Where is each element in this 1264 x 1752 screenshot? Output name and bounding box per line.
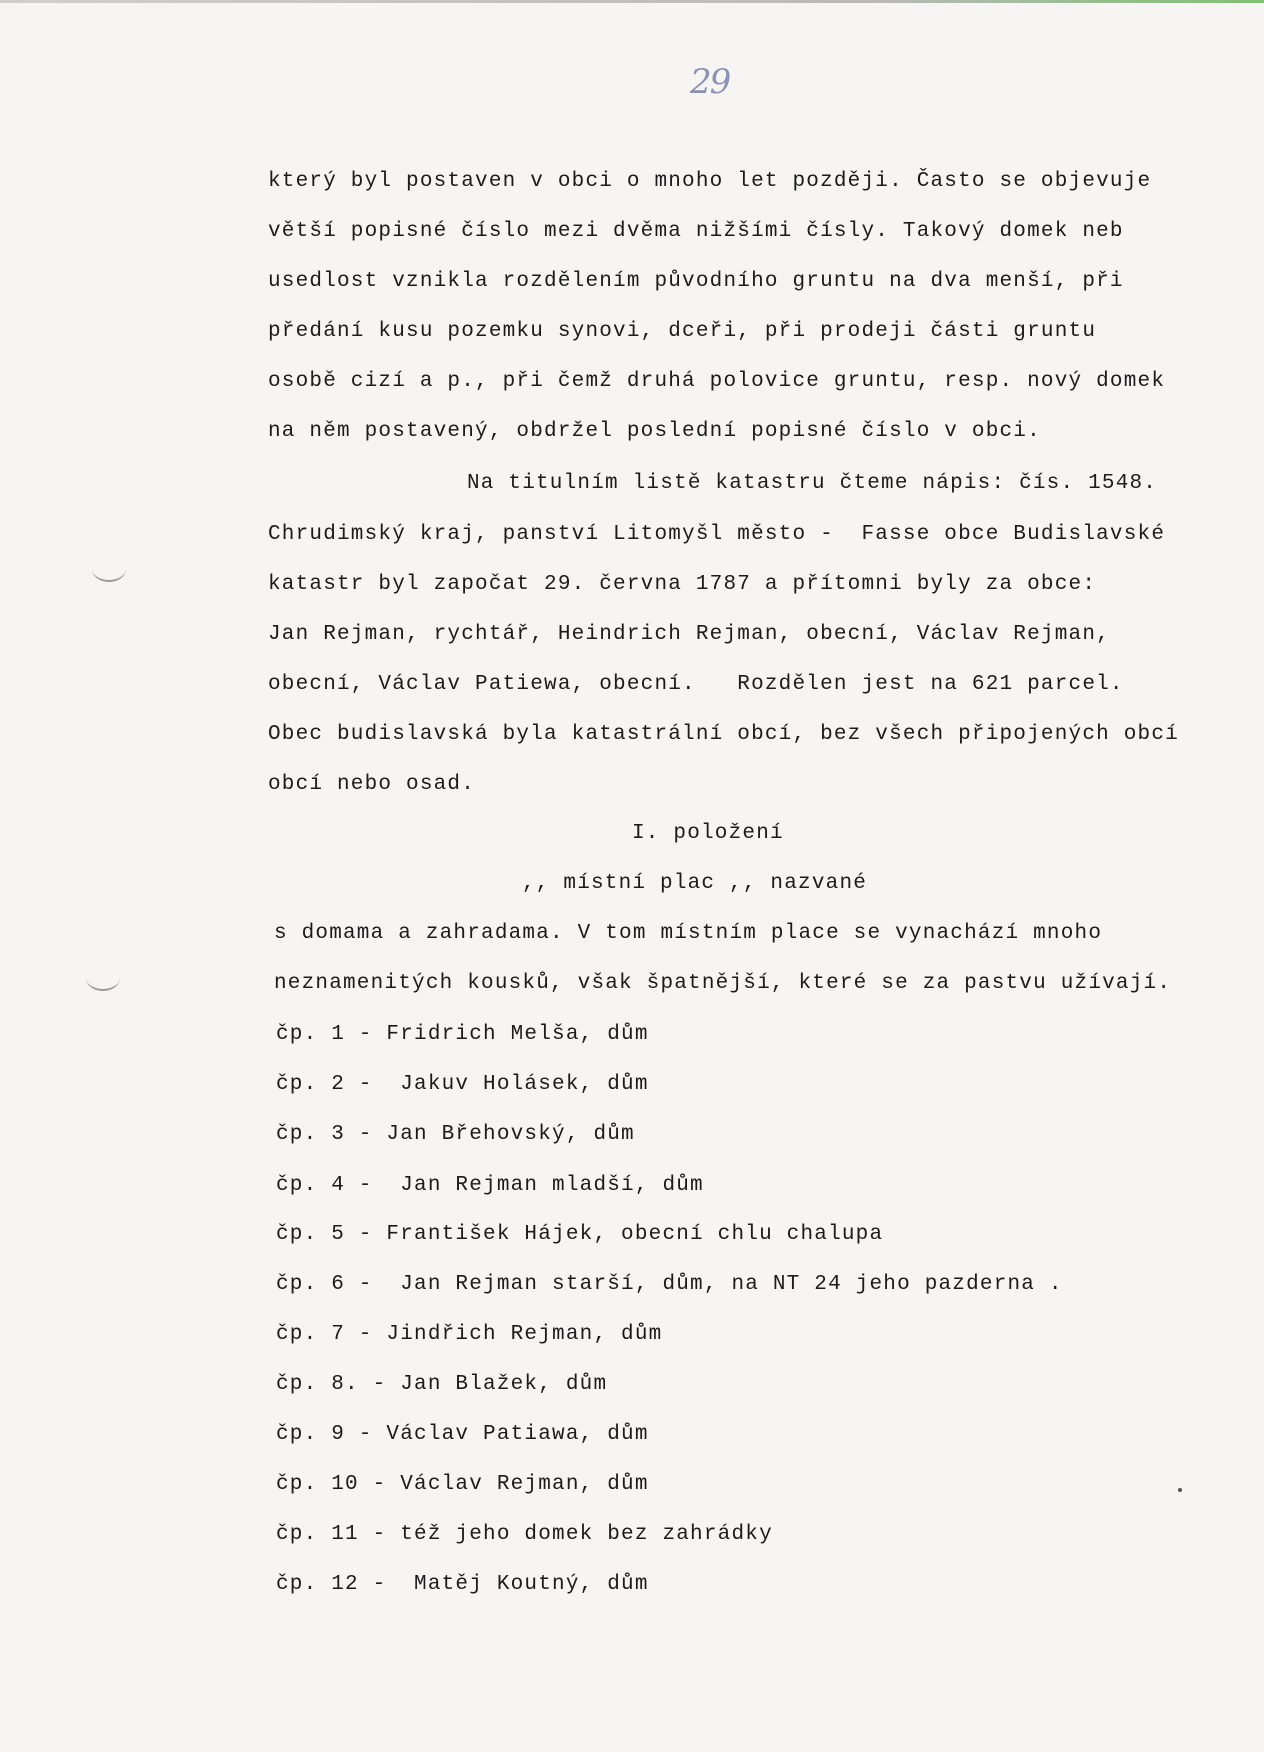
text-line: předání kusu pozemku synovi, dceři, při prodeji části gruntu xyxy=(268,320,1097,343)
list-item: čp. 3 - Jan Břehovský, dům xyxy=(276,1123,635,1146)
text-line: obecní, Václav Patiewa, obecní. Rozdělen jest na 621 parcel. xyxy=(268,673,1124,696)
punch-hole-mark xyxy=(86,965,120,991)
list-item: čp. 9 - Václav Patiawa, dům xyxy=(276,1423,649,1446)
text-line: Obec budislavská byla katastrální obcí, bez všech připojených obcí xyxy=(268,723,1179,746)
text-line: Jan Rejman, rychtář, Heindrich Rejman, obecní, Václav Rejman, xyxy=(268,623,1110,646)
list-item: čp. 5 - František Hájek, obecní chlu chalupa xyxy=(276,1223,884,1246)
text-line: na něm postavený, obdržel poslední popisné číslo v obci. xyxy=(268,420,1041,443)
text-line: větší popisné číslo mezi dvěma nižšími čísly. Takový domek neb xyxy=(268,220,1124,243)
list-item: čp. 11 - též jeho domek bez zahrádky xyxy=(276,1523,773,1546)
section-heading: I. položení xyxy=(632,822,784,845)
text-line: usedlost vznikla rozdělením původního gruntu na dva menší, při xyxy=(268,270,1124,293)
scan-speck xyxy=(1178,1488,1182,1492)
text-line: Chrudimský kraj, panství Litomyšl město - Fasse obce Budislavské xyxy=(268,523,1166,546)
list-item: čp. 4 - Jan Rejman mladší, dům xyxy=(276,1174,704,1197)
text-line: který byl postaven v obci o mnoho let později. Často se objevuje xyxy=(268,170,1152,193)
text-line: Na titulním listě katastru čteme nápis: čís. 1548. xyxy=(467,472,1158,495)
list-item: čp. 2 - Jakuv Holásek, dům xyxy=(276,1073,649,1096)
punch-hole-mark xyxy=(92,556,126,582)
section-subheading: ,, místní plac ,, nazvané xyxy=(522,872,868,895)
scan-top-edge xyxy=(0,0,1264,3)
list-item: čp. 7 - Jindřich Rejman, dům xyxy=(276,1323,663,1346)
text-line: katastr byl započat 29. června 1787 a přítomni byly za obce: xyxy=(268,573,1097,596)
text-line: s domama a zahradama. V tom místním place se vynachází mnoho xyxy=(274,922,1103,945)
text-line: neznamenitých kousků, však špatnější, které se za pastvu užívají. xyxy=(274,972,1172,995)
page-number: 29 xyxy=(690,62,730,102)
text-line: obcí nebo osad. xyxy=(268,773,476,796)
list-item: čp. 10 - Václav Rejman, dům xyxy=(276,1473,649,1496)
list-item: čp. 6 - Jan Rejman starší, dům, na NT 24 jeho pazderna . xyxy=(276,1273,1063,1296)
list-item: čp. 12 - Matěj Koutný, dům xyxy=(276,1573,649,1596)
list-item: čp. 1 - Fridrich Melša, dům xyxy=(276,1023,649,1046)
text-line: osobě cizí a p., při čemž druhá polovice gruntu, resp. nový domek xyxy=(268,370,1166,393)
list-item: čp. 8. - Jan Blažek, dům xyxy=(276,1373,608,1396)
